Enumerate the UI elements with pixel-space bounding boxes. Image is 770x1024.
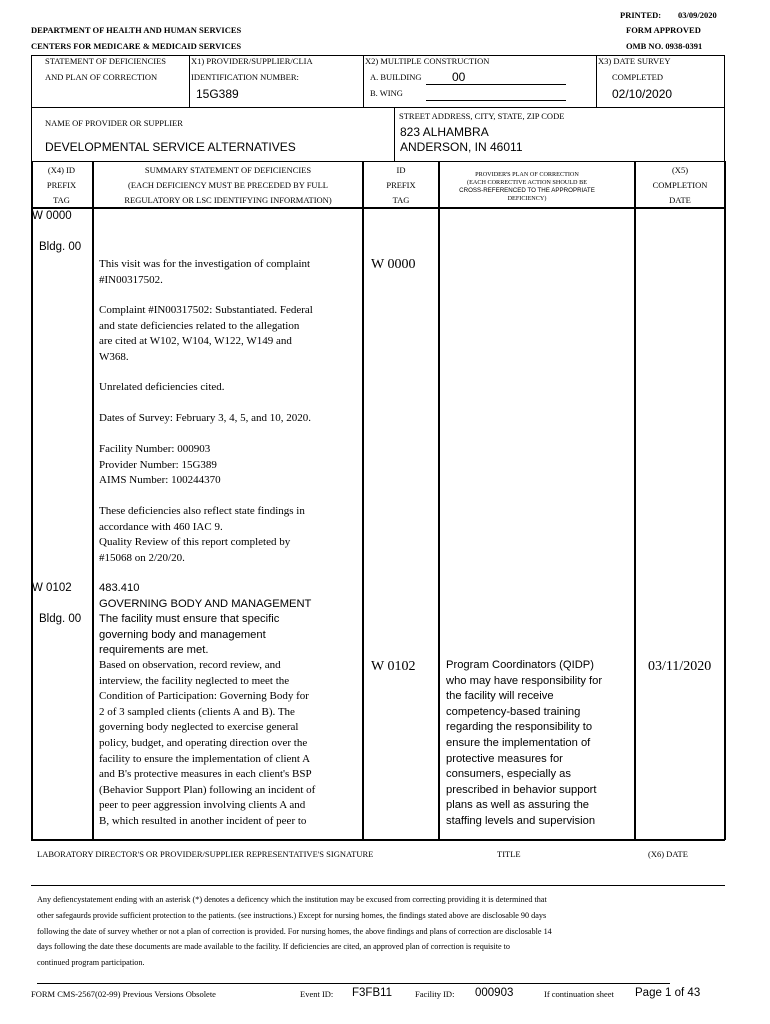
text-line: and B's protective measures in each client's BSP [99, 768, 312, 781]
building-underline [426, 84, 566, 85]
w0102-body [99, 658, 315, 830]
x1-label-2: IDENTIFICATION NUMBER: [191, 72, 299, 82]
id-header-1: ID [396, 165, 406, 175]
text-line: Dates of Survey: February 3, 4, 5, and 10, 2020. [99, 412, 312, 424]
x4-header-2: PREFIX [46, 180, 77, 190]
text-line: (Behavior Support Plan) following an incident of [99, 783, 316, 796]
text-line: plans as well as assuring the [446, 799, 590, 812]
w0000-paragraph-4 [99, 411, 311, 427]
text-line: GOVERNING BODY AND MANAGEMENT [99, 597, 312, 610]
notice-line: following the date of survey whether or not a plan of correction is provided. For nursing homes, the above findings and plans of correction are disclosable 14 [37, 927, 552, 936]
text-line: interview, the facility neglected to meet the [99, 674, 290, 687]
address-label: STREET ADDRESS, CITY, STATE, ZIP CODE [399, 111, 565, 121]
signature-label: LABORATORY DIRECTOR'S OR PROVIDER/SUPPLIER REPRESENTATIVE'S SIGNATURE [37, 849, 374, 859]
rule [724, 55, 725, 107]
event-id-value: F3FB11 [352, 987, 393, 999]
x5-header-1: (X5) [671, 165, 689, 175]
address-line-1: 823 ALHAMBRA [400, 125, 489, 139]
w0000-paragraph-3 [99, 380, 225, 396]
form-approved: FORM APPROVED [626, 25, 701, 35]
event-id-label: Event ID: [300, 989, 334, 999]
rule [31, 161, 33, 840]
w0000-paragraph-6 [99, 504, 305, 566]
text-line: These deficiencies also reflect state findings in [99, 505, 305, 517]
notice-line: other safegaurds provide sufficient protection to the patients. (see instructions.) Except for nursing homes, the findings stated above are disclosable 90 days [37, 911, 547, 920]
x4-header-1: (X4) ID [47, 165, 76, 175]
x2-label: X2) MULTIPLE CONSTRUCTION [365, 56, 490, 66]
notice-line: Any defiencystatement ending with an asterisk (*) denotes a deficency which the institution may be excused from correcting providing it is determined that [37, 895, 547, 904]
plan-header-4: DEFICIENCY) [507, 195, 547, 202]
text-line: AIMS Number: 100244370 [99, 474, 221, 487]
rule [31, 55, 32, 107]
facility-id-label: Facility ID: [415, 989, 455, 999]
x3-label: X3) DATE SURVEY [598, 56, 671, 66]
bldg-label-2: Bldg. 00 [39, 613, 82, 625]
id-header-3: TAG [392, 195, 410, 205]
text-line: and state deficiencies related to the allegation [99, 319, 300, 332]
x5-header-3: DATE [669, 195, 691, 205]
x4-header-3: TAG [53, 195, 70, 205]
text-line: peer to peer aggression involving clients A and [99, 799, 306, 812]
text-line: regarding the responsibility to [446, 721, 593, 734]
rule [31, 839, 725, 841]
department-title: DEPARTMENT OF HEALTH AND HUMAN SERVICES [31, 25, 242, 35]
printed-label: PRINTED: [620, 10, 662, 20]
completion-date: 03/11/2020 [648, 659, 712, 674]
text-line: consumers, especially as [446, 768, 571, 781]
centers-title: CENTERS FOR MEDICARE & MEDICAID SERVICES [31, 41, 242, 51]
rule [31, 107, 32, 161]
printed-date: 03/09/2020 [678, 10, 717, 20]
summary-header-3: REGULATORY OR LSC IDENTIFYING INFORMATION) [124, 195, 332, 205]
text-line: Quality Review of this report completed by [99, 536, 291, 549]
summary-header-1: SUMMARY STATEMENT OF DEFICIENCIES [144, 165, 312, 175]
rule [189, 55, 190, 107]
rule [362, 161, 364, 840]
text-line: the facility will receive [446, 690, 554, 703]
text-line: requirements are met. [99, 644, 209, 657]
wing-underline [426, 100, 566, 101]
statement-label-2: AND PLAN OF CORRECTION [45, 72, 158, 82]
text-line: competency-based training [446, 705, 581, 718]
text-line: prescribed in behavior support [446, 783, 597, 796]
text-line: B, which resulted in another incident of peer to [99, 814, 307, 827]
tag-w0102: W 0102 [32, 582, 72, 594]
w0102-heading [99, 581, 311, 659]
plan-header-1: PROVIDER'S PLAN OF CORRECTION [475, 171, 579, 178]
text-line: #IN00317502. [99, 273, 163, 286]
continuation-label: If continuation sheet [544, 989, 614, 999]
text-line: W368. [99, 350, 129, 363]
title-label: TITLE [497, 849, 521, 859]
omb-number: OMB NO. 0938-0391 [626, 41, 703, 51]
w0000-paragraph-1 [99, 257, 310, 288]
text-line: #15068 on 2/20/20. [99, 551, 185, 564]
x3-sub: COMPLETED [612, 72, 663, 82]
text-line: are cited at W102, W104, W122, W149 and [99, 335, 292, 348]
text-line: governing body and management [99, 628, 266, 641]
rule [37, 983, 670, 984]
text-line: protective measures for [446, 752, 563, 765]
text-line: Based on observation, record review, and [99, 659, 281, 671]
survey-date: 02/10/2020 [612, 87, 673, 101]
id-tag-w0000: W 0000 [371, 257, 416, 272]
text-line: Unrelated deficiencies cited. [99, 381, 225, 393]
notice-line: days following the date these documents are made available to the facility. If deficiencies are cited, an approved plan of correction is requisite to [37, 942, 511, 951]
x6-date-label: (X6) DATE [648, 849, 688, 859]
address-line-2: ANDERSON, IN 46011 [400, 140, 523, 154]
text-line: 2 of 3 sampled clients (clients A and B). The [99, 705, 295, 718]
text-line: 483.410 [99, 582, 140, 594]
text-line: ensure the implementation of [446, 736, 591, 749]
rule [31, 885, 725, 886]
rule [31, 207, 725, 209]
summary-header-2: (EACH DEFICIENCY MUST BE PRECEDED BY FULL [128, 180, 328, 190]
rule [394, 107, 395, 161]
text-line: The facility must ensure that specific [99, 613, 280, 626]
bldg-label-1: Bldg. 00 [39, 241, 82, 253]
page-number: Page 1 of 43 [635, 987, 701, 999]
text-line: Complaint #IN00317502: Substantiated. Federal [99, 304, 313, 316]
text-line: staffing levels and supervision [446, 814, 596, 827]
provider-name: DEVELOPMENTAL SERVICE ALTERNATIVES [45, 140, 296, 154]
rule [363, 55, 364, 107]
text-line: governing body neglected to exercise general [99, 721, 299, 734]
provider-number: 15G389 [196, 87, 239, 101]
text-line: Facility Number: 000903 [99, 443, 211, 455]
statement-label-1: STATEMENT OF DEFICIENCIES [45, 56, 167, 66]
w0000-paragraph-2 [99, 303, 313, 365]
text-line: who may have responsibility for [446, 674, 603, 687]
provider-label: NAME OF PROVIDER OR SUPPLIER [45, 118, 183, 128]
text-line: This visit was for the investigation of complaint [99, 258, 311, 270]
text-line: accordance with 460 IAC 9. [99, 520, 223, 533]
rule [634, 161, 636, 840]
x5-header-2: COMPLETION [652, 180, 708, 190]
rule [31, 107, 724, 108]
text-line: Condition of Participation: Governing Body for [99, 690, 309, 703]
form-number: FORM CMS-2567(02-99) Previous Versions Obsolete [31, 989, 216, 999]
wing-label: B. WING [370, 88, 403, 98]
text-line: Program Coordinators (QIDP) [446, 659, 594, 671]
rule [596, 55, 597, 107]
notice-line: continued program participation. [37, 958, 145, 967]
rule [438, 161, 440, 840]
building-label: A. BUILDING [370, 72, 422, 82]
plan-of-correction [446, 658, 602, 830]
rule [724, 161, 726, 840]
tag-w0000: W 0000 [32, 210, 72, 222]
x1-label-1: X1) PROVIDER/SUPPLIER/CLIA [191, 56, 313, 66]
text-line: facility to ensure the implementation of client A [99, 752, 311, 765]
id-header-2: PREFIX [386, 180, 416, 190]
plan-header-3: CROSS-REFERENCED TO THE APPROPRIATE [459, 187, 595, 194]
w0000-paragraph-5 [99, 442, 221, 489]
id-tag-w0102: W 0102 [371, 659, 416, 674]
text-line: policy, budget, and operating direction over the [99, 736, 308, 749]
rule [92, 161, 94, 840]
plan-header-2: (EACH CORRECTIVE ACTION SHOULD BE [467, 179, 587, 186]
rule [31, 161, 724, 162]
building-value: 00 [452, 70, 466, 84]
facility-id-value: 000903 [475, 987, 514, 999]
rule [724, 107, 725, 161]
text-line: Provider Number: 15G389 [99, 458, 217, 471]
